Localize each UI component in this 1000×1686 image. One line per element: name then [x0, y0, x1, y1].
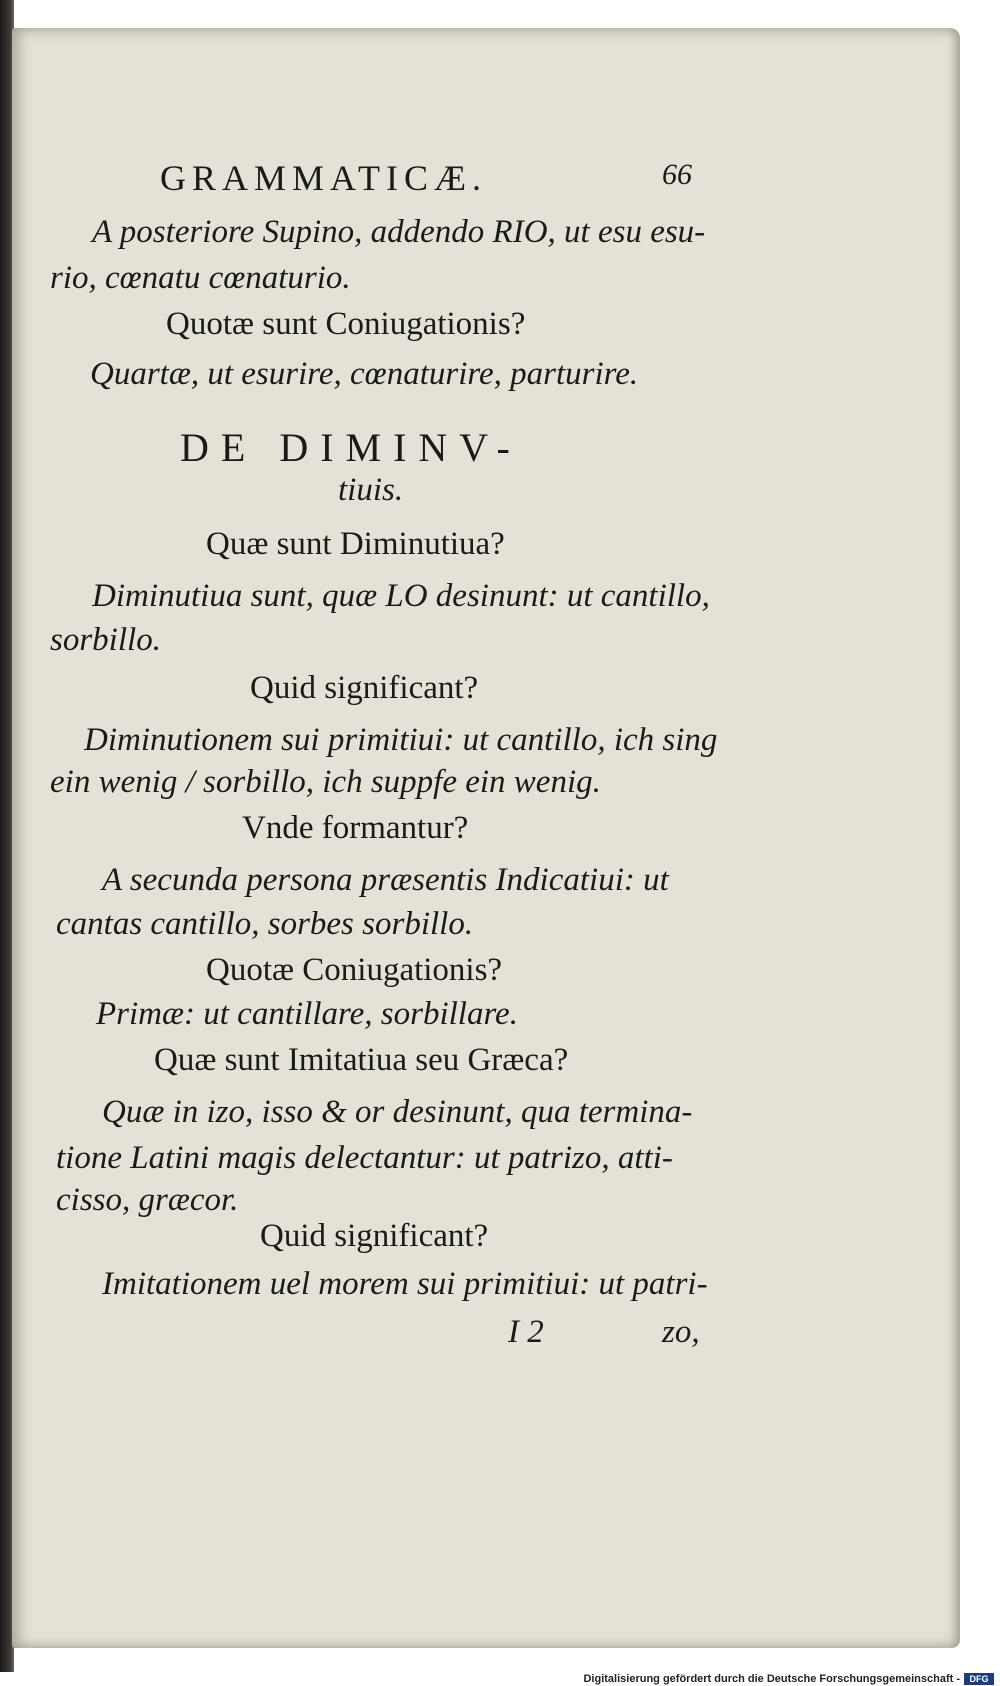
text-line-9: sorbillo. — [50, 622, 161, 658]
text-line-19: Quæ in izo, isso & or desinunt, qua termina- — [102, 1094, 693, 1130]
question-line-18: Quæ sunt Imitatiua seu Græca? — [154, 1042, 569, 1078]
section-heading: DE DIMINV- — [180, 425, 522, 470]
section-heading-cont: tiuis. — [338, 472, 404, 508]
footer-credit: Digitalisierung gefördert durch die Deutsche Forschungsgemeinschaft - — [583, 1673, 960, 1685]
question-line-7: Quæ sunt Diminutiua? — [206, 526, 505, 562]
running-title: GRAMMATICÆ. — [160, 158, 488, 198]
digitization-footer — [0, 1672, 1000, 1686]
question-line-10: Quid significant? — [250, 670, 479, 706]
text-line-17: Primæ: ut cantillare, sorbillare. — [96, 996, 518, 1032]
folio-number: 66 — [662, 158, 692, 191]
text-line-2: rio, cœnatu cœnaturio. — [50, 260, 351, 296]
question-line-3: Quotæ sunt Coniugationis? — [166, 306, 526, 342]
question-line-13: Vnde formantur? — [242, 810, 469, 846]
text-line-20: tione Latini magis delectantur: ut patrizo, atti- — [56, 1140, 673, 1176]
text-line-4: Quartæ, ut esurire, cœnaturire, parturire. — [90, 356, 639, 392]
text-line-23: Imitationem uel morem sui primitiui: ut patri- — [102, 1266, 708, 1302]
text-line-14: A secunda persona præsentis Indicatiui: ut — [102, 862, 669, 898]
question-line-22: Quid significant? — [260, 1218, 489, 1254]
question-line-16: Quotæ Coniugationis? — [206, 952, 503, 988]
text-line-12: ein wenig / sorbillo, ich suppfe ein wenig. — [50, 764, 601, 800]
catchword: zo, — [662, 1314, 700, 1350]
text-line-1: A posteriore Supino, addendo RIO, ut esu esu- — [92, 214, 706, 250]
signature-mark: I 2 — [508, 1314, 544, 1350]
dfg-logo-icon: DFG — [964, 1673, 994, 1685]
text-line-11: Diminutionem sui primitiui: ut cantillo, ich sing — [84, 722, 718, 758]
text-line-21: cisso, græcor. — [56, 1182, 239, 1218]
text-line-15: cantas cantillo, sorbes sorbillo. — [56, 906, 474, 942]
text-line-8: Diminutiua sunt, quæ LO desinunt: ut cantillo, — [92, 578, 710, 614]
